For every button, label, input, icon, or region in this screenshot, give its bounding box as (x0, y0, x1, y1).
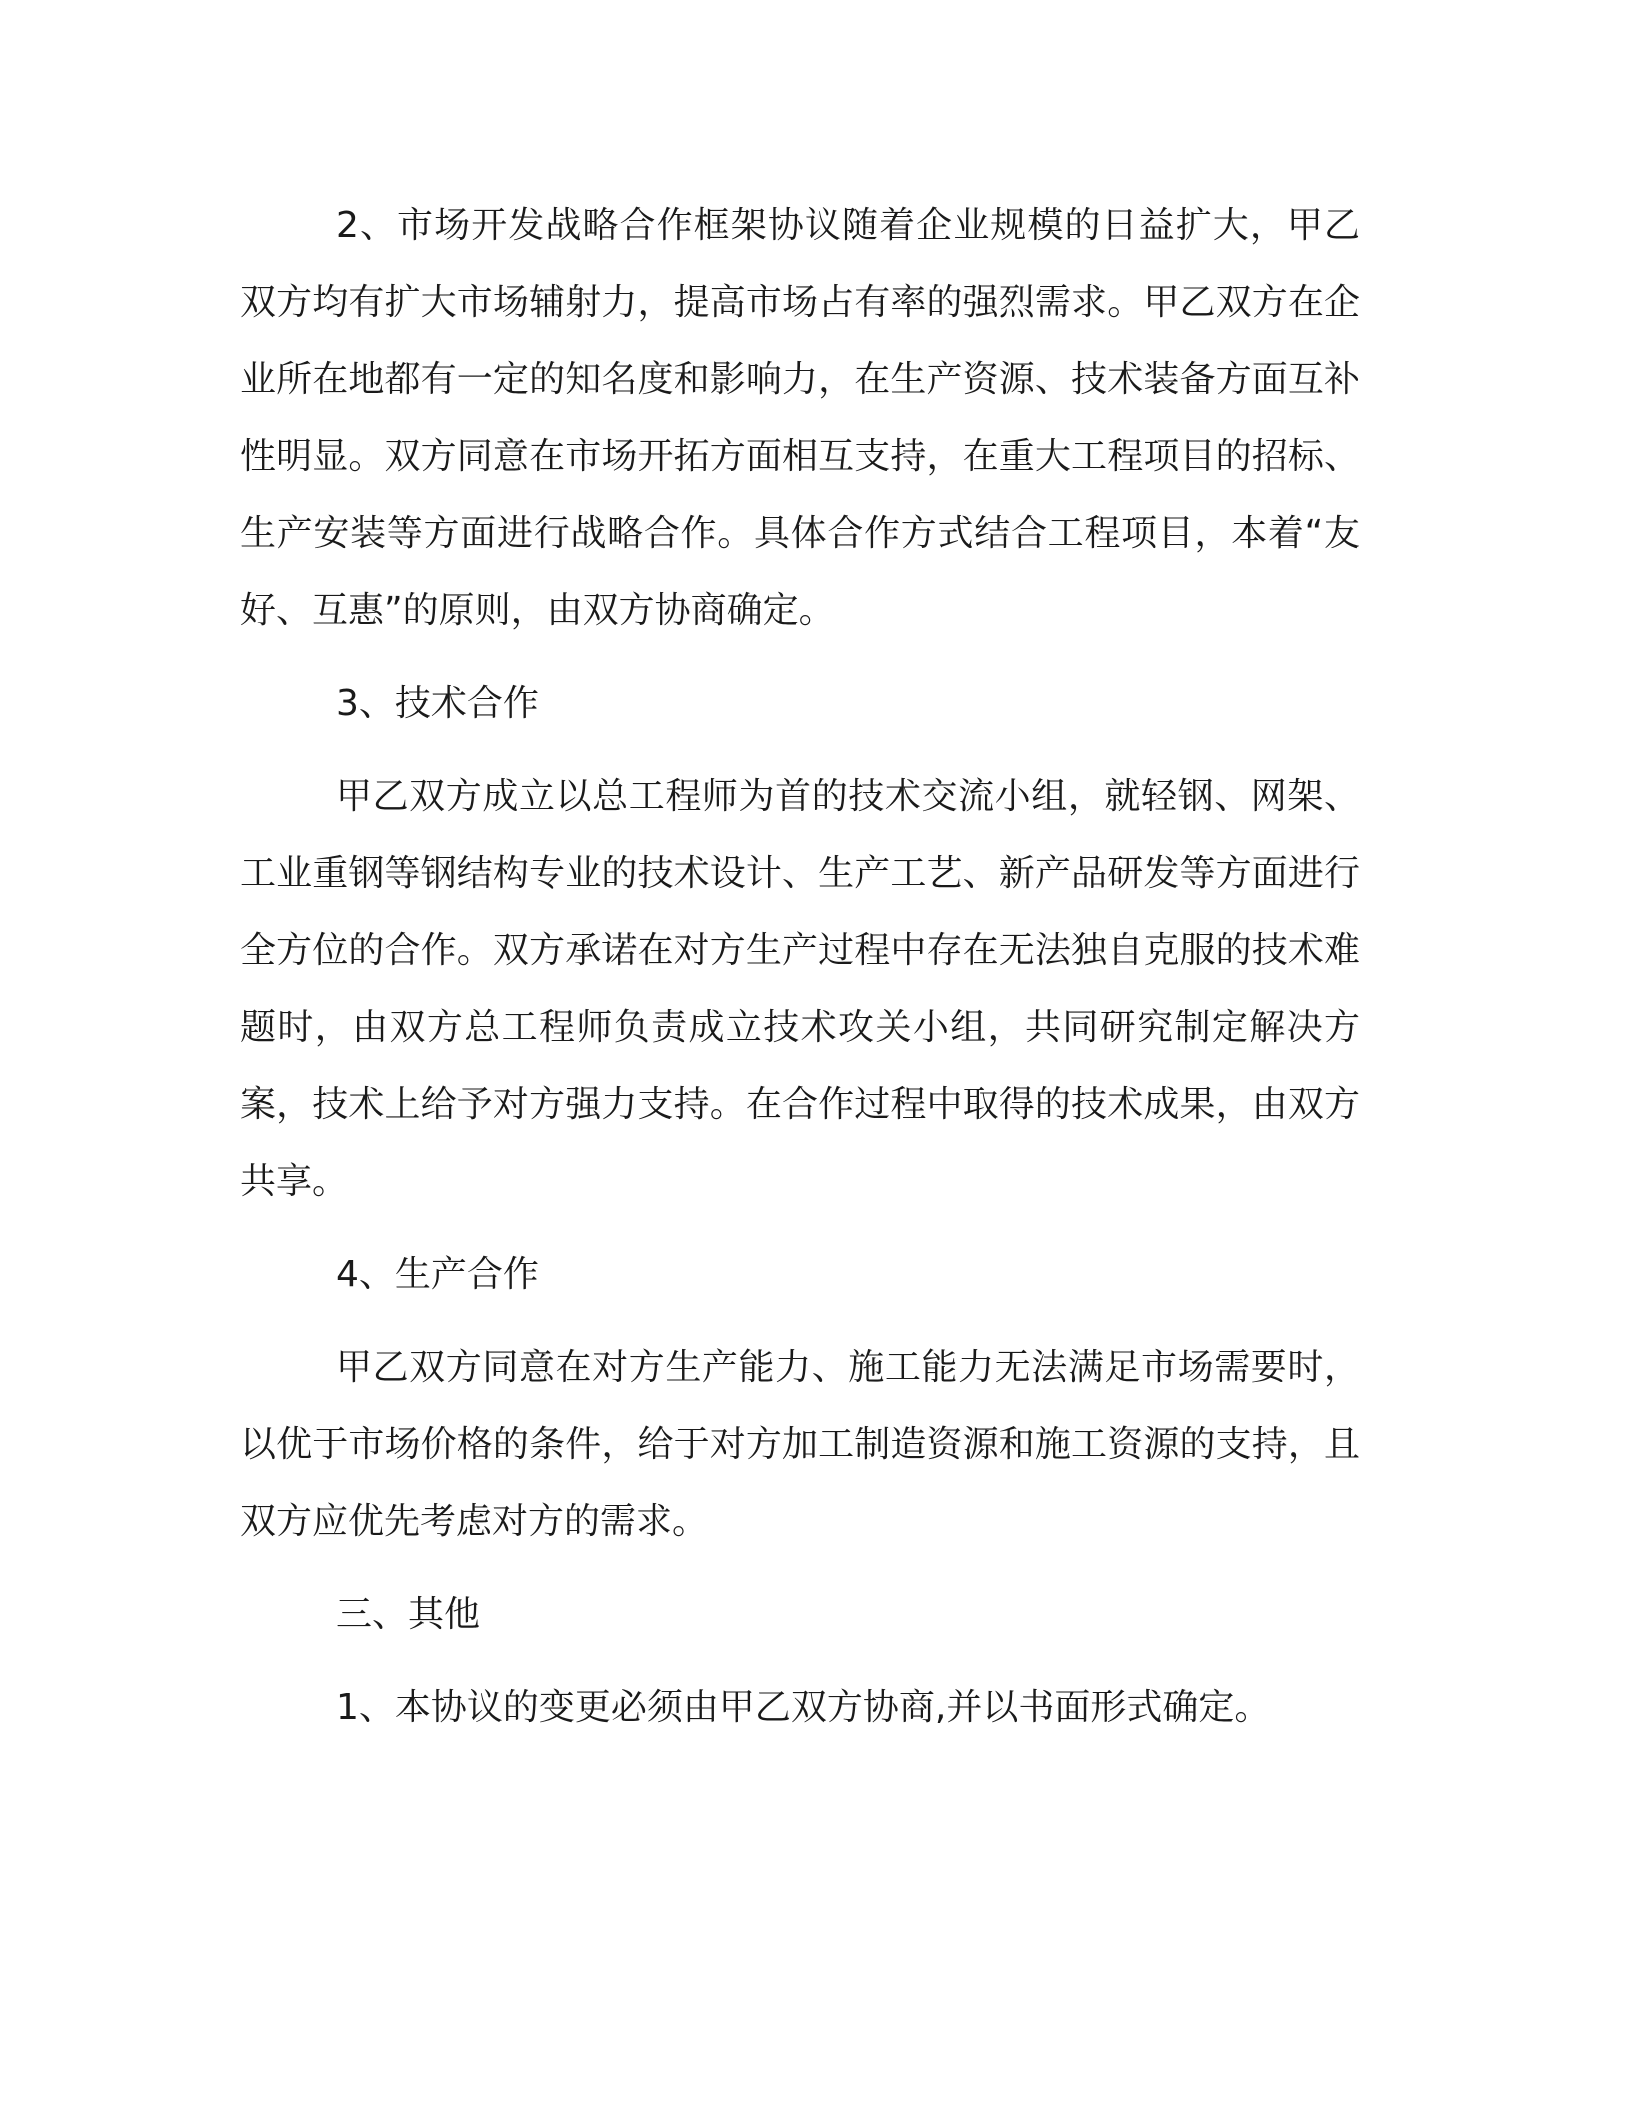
paragraph-spacer (240, 1220, 1360, 1236)
paragraph-market-development: 2、市场开发战略合作框架协议随着企业规模的日益扩大，甲乙双方均有扩大市场辅射力，提高市场占有率的强烈需求。甲乙双方在企业所在地都有一定的知名度和影响力，在生产资源、技术装备方面互补性明显。双方同意在市场开拓方面相互支持，在重大工程项目的招标、生产安装等方面进行战略合作。具体合作方式结合工程项目，本着“友好、互惠”的原则，由双方协商确定。 (240, 205, 1360, 631)
heading-other: 三、其他 (336, 1594, 481, 1635)
heading-production-cooperation: 4、生产合作 (336, 1254, 539, 1295)
paragraph-other-clause-1: 1、本协议的变更必须由甲乙双方协商,并以书面形式确定。 (336, 1687, 1271, 1728)
paragraph-spacer (240, 1560, 1360, 1576)
paragraph-spacer (240, 1313, 1360, 1329)
paragraph-spacer (240, 742, 1360, 758)
paragraph-technical-cooperation: 甲乙双方成立以总工程师为首的技术交流小组，就轻钢、网架、工业重钢等钢结构专业的技术设计、生产工艺、新产品研发等方面进行全方位的合作。双方承诺在对方生产过程中存在无法独自克服的技术难题时，由双方总工程师负责成立技术攻关小组，共同研究制定解决方案，技术上给予对方强力支持。在合作过程中取得的技术成果，由双方共享。 (240, 776, 1360, 1202)
heading-technical-cooperation: 3、技术合作 (336, 683, 539, 724)
paragraph-spacer (240, 649, 1360, 665)
paragraph-spacer (240, 1653, 1360, 1669)
paragraph-production-cooperation: 甲乙双方同意在对方生产能力、施工能力无法满足市场需要时，以优于市场价格的条件，给于对方加工制造资源和施工资源的支持，且双方应优先考虑对方的需求。 (240, 1347, 1360, 1542)
document-body (240, 187, 1360, 1746)
